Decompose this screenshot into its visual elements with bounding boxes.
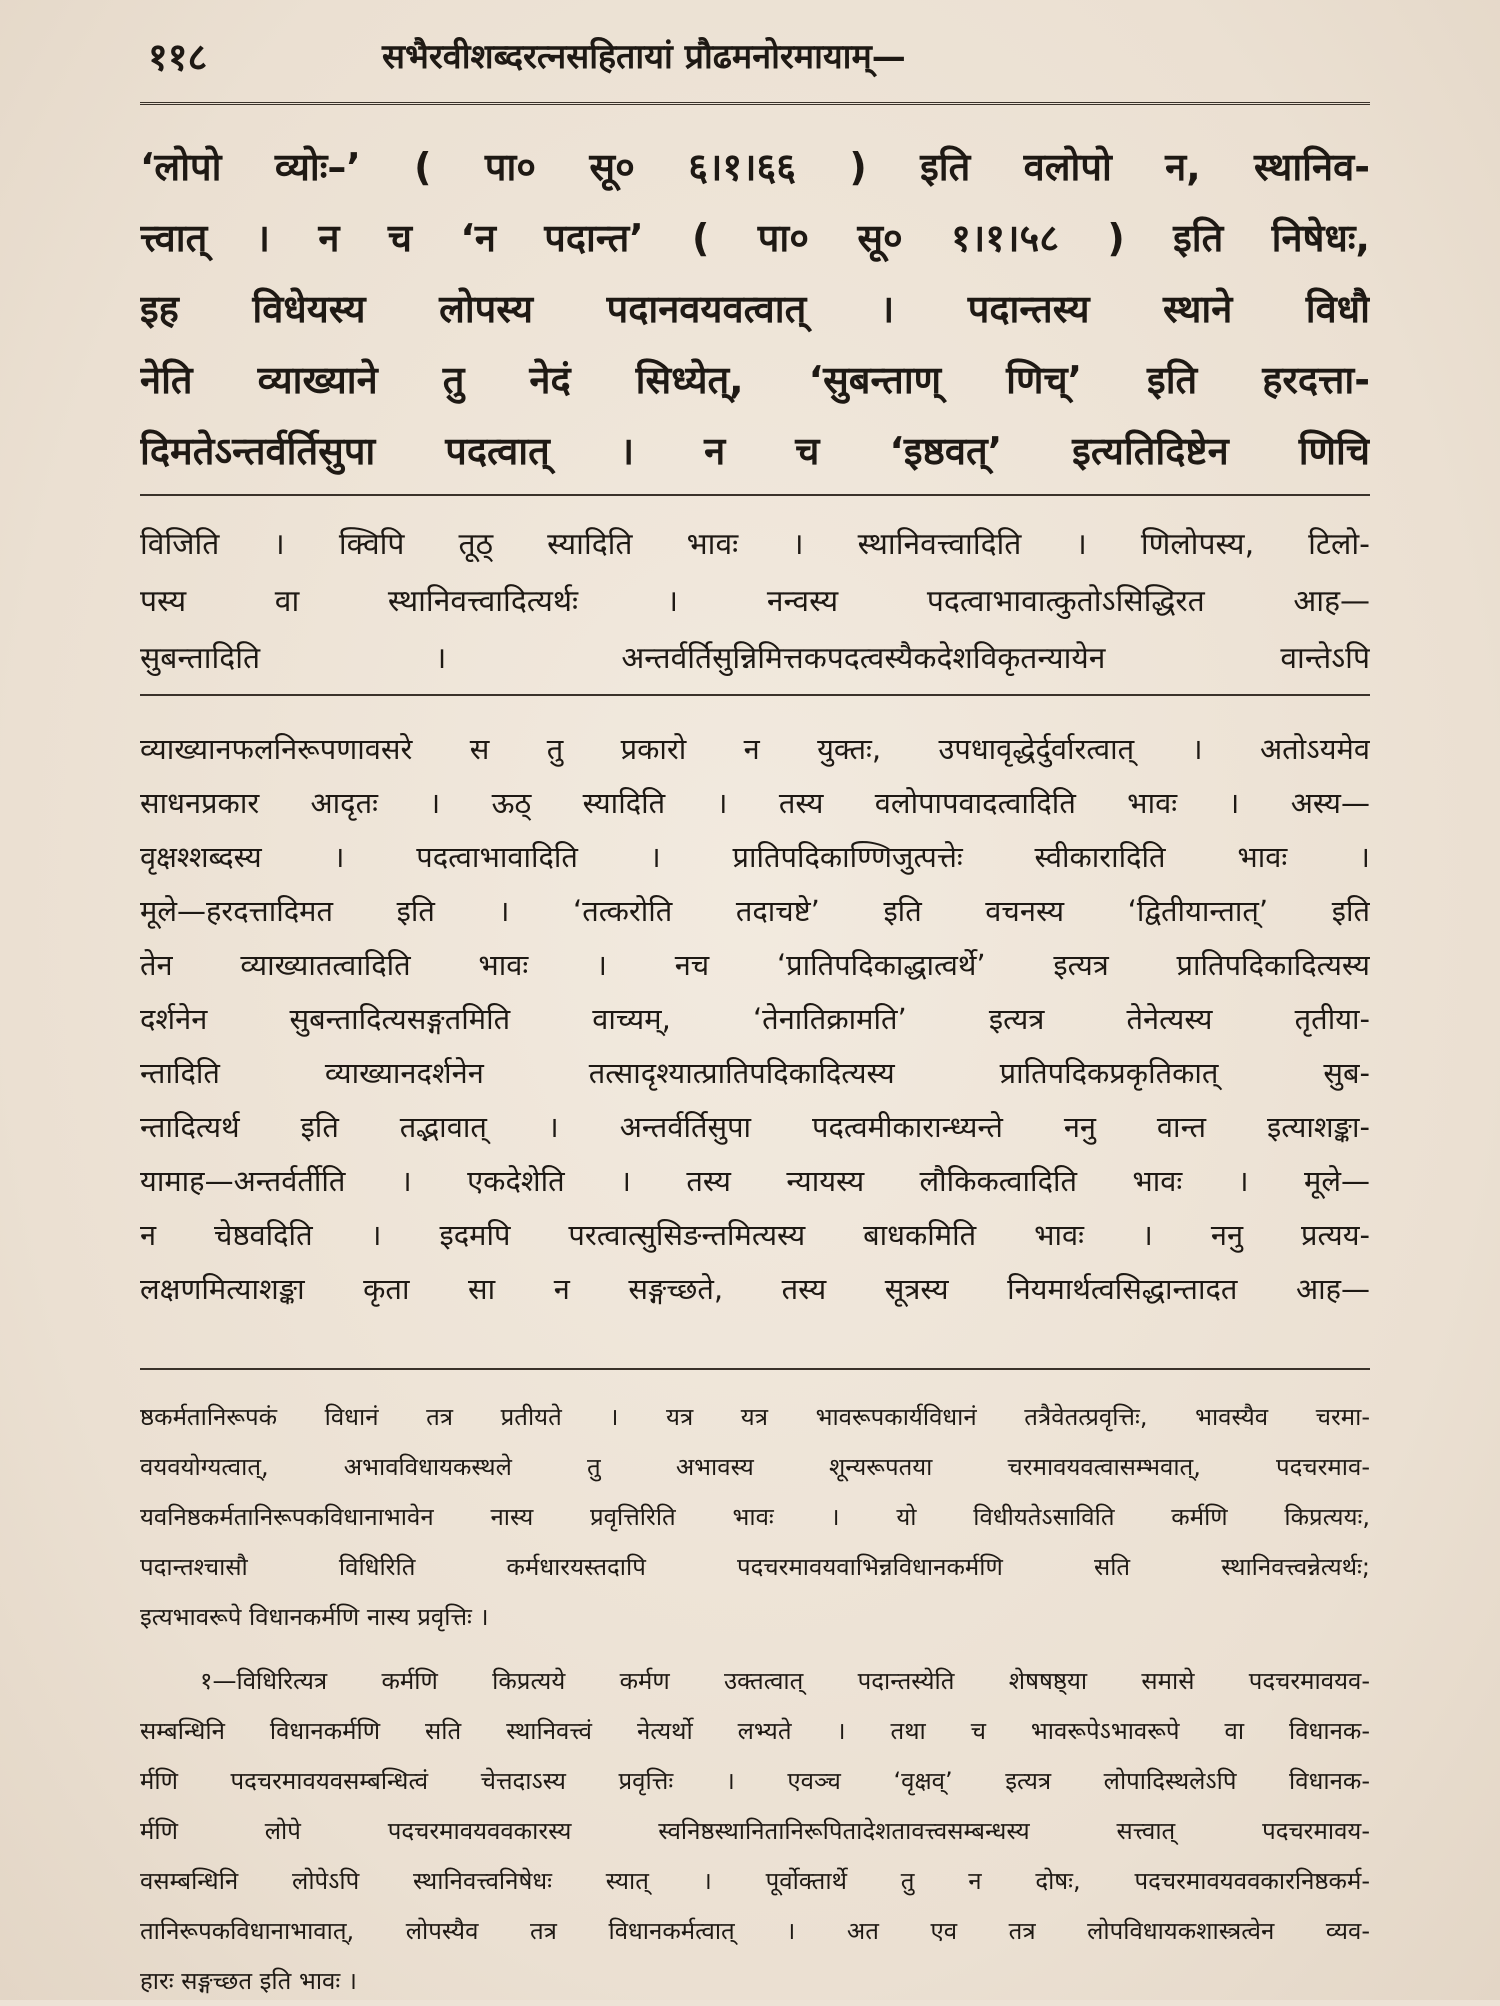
- commentary-line: व्याख्यानफलनिरूपणावसरे स तु प्रकारो न युक्तः, उपधावृद्धेर्दुर्वारत्वात् । अतोऽयमेव: [140, 732, 1370, 766]
- page-number: ११८: [148, 35, 208, 79]
- footnote-line: ष्ठकर्मतानिरूपकं विधानं तत्र प्रतीयते । यत्र यत्र भावरूपकार्यविधानं तत्रैवेतत्प्रवृत्तिः, भावस्यैव चरमा-: [140, 1403, 1370, 1431]
- commentary-line: पस्य वा स्थानिवत्त्वादित्यर्थः । नन्वस्य पदत्वाभावात्कुतोऽसिद्धिरत आह—: [140, 584, 1370, 619]
- footnote-line: १—विधिरित्यत्र कर्मणि किप्रत्यये कर्मण उक्तत्वात् पदान्तस्येति शेषषष्ठ्या समासे पदचरमावयव-: [200, 1667, 1370, 1695]
- footnote-line: यवनिष्ठकर्मतानिरूपकविधानाभावेन नास्य प्रवृत्तिरिति भावः । यो विधीयतेऽसाविति कर्मणि किप्रत्ययः,: [140, 1503, 1370, 1531]
- commentary-line: साधनप्रकार आदृतः । ऊठ् स्यादिति । तस्य वलोपापवादत्वादिति भावः । अस्य—: [140, 786, 1370, 820]
- header-rule: [140, 102, 1370, 108]
- commentary-line: यामाह—अन्तर्वर्तीति । एकदेशेति । तस्य न्यायस्य लौकिकत्वादिति भावः । मूले—: [140, 1164, 1370, 1198]
- footnote-line: वसम्बन्धिनि लोपेऽपि स्थानिवत्त्वनिषेधः स्यात् । पूर्वोक्तार्थे तु न दोषः, पदचरमावयववकारनिष्ठकर्म-: [140, 1867, 1370, 1895]
- footnote-divider: [140, 1368, 1370, 1370]
- running-title: सभैरवीशब्दरत्नसहितायां प्रौढमनोरमायाम्—: [382, 37, 906, 77]
- commentary-line: वृक्षश्शब्दस्य । पदत्वाभावादिति । प्रातिपदिकाण्णिजुत्पत्तेः स्वीकारादिति भावः ।: [140, 840, 1370, 874]
- main-text: [140, 132, 1370, 487]
- commentary-line: सुबन्तादिति । अन्तर्वर्तिसुन्निमित्तकपदत्वस्यैकदेशविकृतन्यायेन वान्तेऽपि: [140, 641, 1370, 676]
- section-divider: [140, 494, 1370, 496]
- commentary-bhairavi: [140, 722, 1370, 1316]
- footnote-line: र्मणि लोपे पदचरमावयववकारस्य स्वनिष्ठस्थानितानिरूपितादेशतावत्त्वसम्बन्धस्य सत्त्वात् पदचरमावय-: [140, 1817, 1370, 1845]
- commentary-line: न्तादिति व्याख्यानदर्शनेन तत्सादृश्यात्प्रातिपदिकादित्यस्य प्रातिपदिकप्रकृतिकात् सुब-: [140, 1056, 1370, 1090]
- commentary-line: दर्शनेन सुबन्तादित्यसङ्गतमिति वाच्यम्, ‘तेनातिक्रामति’ इत्यत्र तेनेत्यस्य तृतीया-: [140, 1002, 1370, 1036]
- footnote-line: तानिरूपकविधानाभावात्, लोपस्यैव तत्र विधानकर्मत्वात् । अत एव तत्र लोपविधायकशास्त्रत्वेन व्यव-: [140, 1917, 1370, 1945]
- footnote-line: सम्बन्धिनि विधानकर्मणि सति स्थानिवत्त्वं नेत्यर्थो लभ्यते । तथा च भावरूपेऽभावरूपे वा विधानक-: [140, 1717, 1370, 1745]
- commentary-shabdaratna: [140, 516, 1370, 687]
- footnote-line: इत्यभावरूपे विधानकर्मणि नास्य प्रवृत्तिः ।: [140, 1603, 489, 1631]
- commentary-line: मूले—हरदत्तादिमत इति । ‘तत्करोति तदाचष्टे’ इति वचनस्य ‘द्वितीयान्तात्’ इति: [140, 894, 1370, 928]
- footnote-line: हारः सङ्गच्छत इति भावः ।: [140, 1967, 357, 1995]
- main-text-line: त्त्वात् । न च ‘न पदान्त’ ( पा० सू० १।१।५८ ) इति निषेधः,: [140, 216, 1370, 260]
- commentary-line: विजिति । क्विपि तूठ् स्यादिति भावः । स्थानिवत्त्वादिति । णिलोपस्य, टिलो-: [140, 527, 1370, 562]
- page-header: [148, 30, 1368, 90]
- footnotes: [140, 1392, 1370, 2006]
- main-text-line: इह विधेयस्य लोपस्य पदानवयवत्वात् । पदान्तस्य स्थाने विधौ: [140, 287, 1370, 331]
- footnote-line: र्मणि पदचरमावयवसम्बन्धित्वं चेत्तदाऽस्य प्रवृत्तिः । एवञ्च ‘वृक्षव्’ इत्यत्र लोपादिस्थलेऽपि विधानक-: [140, 1767, 1370, 1795]
- main-text-line: नेति व्याख्याने तु नेदं सिध्येत्, ‘सुबन्ताण् णिच्’ इति हरदत्ता-: [140, 358, 1370, 402]
- commentary-line: लक्षणमित्याशङ्का कृता सा न सङ्गच्छते, तस्य सूत्रस्य नियमार्थत्वसिद्धान्तादत आह—: [140, 1272, 1370, 1306]
- footnote-line: पदान्तश्चासौ विधिरिति कर्मधारयस्तदापि पदचरमावयवाभिन्नविधानकर्मणि सति स्थानिवत्त्वन्नेत्यर्थः;: [140, 1553, 1370, 1581]
- main-text-line: ‘लोपो व्योः–’ ( पा० सू० ६।१।६६ ) इति वलोपो न, स्थानिव-: [140, 145, 1370, 189]
- commentary-line: न चेष्ठवदिति । इदमपि परत्वात्सुसिङन्तमित्यस्य बाधकमिति भावः । ननु प्रत्यय-: [140, 1218, 1370, 1252]
- footnote-line: वयवयोग्यत्वात्, अभावविधायकस्थले तु अभावस्य शून्यरूपतया चरमावयवत्वासम्भवात्, पदचरमाव-: [140, 1453, 1370, 1481]
- main-text-line: दिमतेऽन्तर्वर्तिसुपा पदत्वात् । न च ‘इष्ठवत्’ इत्यतिदिष्टेन णिचि: [140, 429, 1370, 473]
- commentary-line: तेन व्याख्यातत्वादिति भावः । नच ‘प्रातिपदिकाद्धात्वर्थे’ इत्यत्र प्रातिपदिकादित्यस्य: [140, 948, 1370, 982]
- commentary-line: न्तादित्यर्थ इति तद्भावात् । अन्तर्वर्तिसुपा पदत्वमीकारान्ध्यन्ते ननु वान्त इत्याशङ्का-: [140, 1110, 1370, 1144]
- section-divider: [140, 694, 1370, 696]
